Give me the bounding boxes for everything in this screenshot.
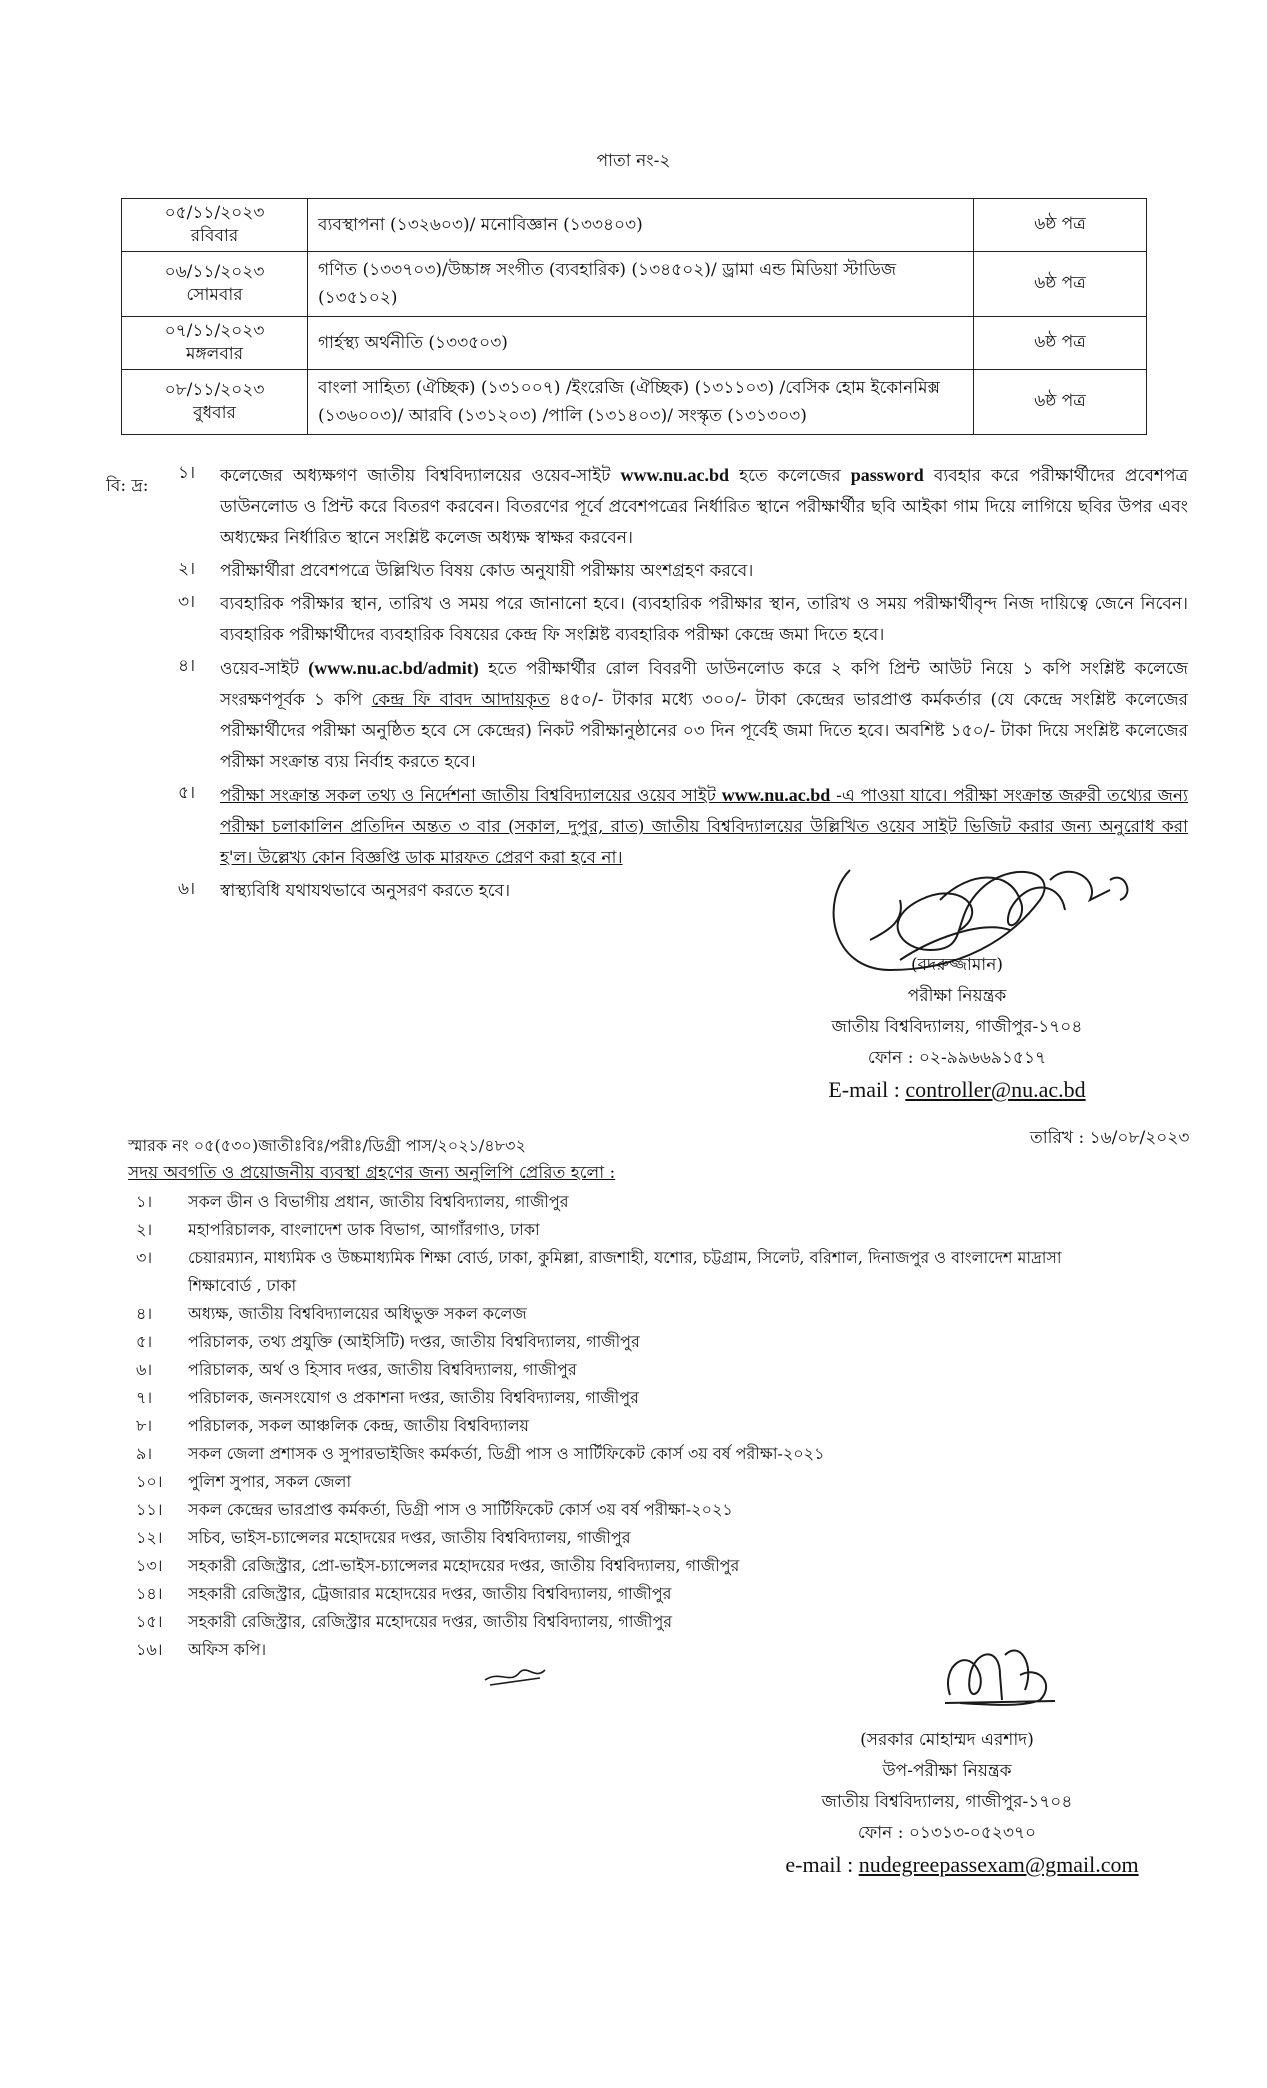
date-cell: ০৭/১১/২০২৩ মঙ্গলবার — [122, 317, 308, 370]
table-row — [122, 199, 1147, 252]
list-item: ২। পরীক্ষার্থীরা প্রবেশপত্রে উল্লিখিত বিষয় কোড অনুযায়ী পরীক্ষায় অংশগ্রহণ করবে। — [178, 559, 754, 581]
table-row — [122, 317, 1147, 370]
paper-cell: ৬ষ্ঠ পত্র — [974, 199, 1147, 252]
admit-link[interactable]: (www.nu.ac.bd/admit) — [308, 658, 479, 678]
website-link[interactable]: www.nu.ac.bd — [620, 465, 730, 485]
list-item: ৭। পরিচালক, জনসংযোগ ও প্রকাশনা দপ্তর, জাতীয় বিশ্ববিদ্যালয়, গাজীপুর — [136, 1388, 639, 1407]
list-item: ৮। পরিচালক, সকল আঞ্চলিক কেন্দ্র, জাতীয় বিশ্ববিদ্যালয় — [136, 1416, 529, 1435]
signatory-phone: ফোন : ০২-৯৯৬৬৯১৫১৭ — [867, 1048, 1047, 1068]
paper-cell: ৬ষ্ঠ পত্র — [974, 317, 1147, 370]
list-item: ১। সকল ডীন ও বিভাগীয় প্রধান, জাতীয় বিশ্ববিদ্যালয়, গাজীপুর — [136, 1192, 569, 1211]
subjects-cell: গণিত (১৩৩৭০৩)/উচ্চাঙ্গ সংগীত (ব্যবহারিক) (১৩৪৫০২)/ ড্রামা এন্ড মিডিয়া স্টাডিজ (১৩৫১০২) — [308, 252, 974, 317]
notes-label: বি: দ্র: — [106, 476, 149, 496]
date-cell: ০৮/১১/২০২৩ বুধবার — [122, 370, 308, 435]
paper-cell: ৬ষ্ঠ পত্র — [974, 370, 1147, 435]
list-item: ৩। ব্যবহারিক পরীক্ষার স্থান, তারিখ ও সময় পরে জানানো হবে। (ব্যবহারিক পরীক্ষার স্থান, তারিখ ও সময় পরীক্ষার্থীবৃন্দ নিজ দায়িত্বে জেনে নিবেন। ব্যবহারিক পরীক্ষার্থীদের ব্যবহারিক বিষয়ের কেন্দ্র ফি সংশ্লিষ্ট ব্যবহারিক পরীক্ষা কেন্দ্রে জমা দিতে হবে। — [178, 592, 1188, 645]
paper-cell: ৬ষ্ঠ পত্র — [974, 252, 1147, 317]
list-item: ৯। সকল জেলা প্রশাসক ও সুপারভাইজিং কর্মকর্তা, ডিগ্রী পাস ও সার্টিফিকেট কোর্স ৩য় বর্ষ পরীক্ষা-২০২১ — [136, 1444, 825, 1463]
signatory-designation: উপ-পরীক্ষা নিয়ন্ত্রক — [882, 1761, 1012, 1781]
initials-scribble — [480, 1660, 550, 1690]
signatory-block: (সরকার মোহাম্মদ এরশাদ) উপ-পরীক্ষা নিয়ন্ত্রক জাতীয় বিশ্ববিদ্যালয়, গাজীপুর-১৭০৪ ফোন : ০১৩১৩-০৫২৩৭০ e-mail : nudegreepassexam@gmail.com — [777, 1725, 1117, 1880]
list-item: ১৬। অফিস কপি। — [136, 1640, 267, 1659]
list-item: ১৩। সহকারী রেজিস্ট্রার, প্রো-ভাইস-চ্যান্সেলর মহোদয়ের দপ্তর, জাতীয় বিশ্ববিদ্যালয়, গাজীপুর — [136, 1556, 740, 1575]
date-cell: ০৫/১১/২০২৩ রবিবার — [122, 199, 308, 252]
subjects-cell: ব্যবস্থাপনা (১৩২৬০৩)/ মনোবিজ্ঞান (১৩৩৪০৩) — [308, 199, 974, 252]
page-number: পাতা নং-২ — [596, 151, 671, 171]
distribution-heading: সদয় অবগতি ও প্রয়োজনীয় ব্যবস্থা গ্রহণের জন্য অনুলিপি প্রেরিত হলো : — [128, 1163, 616, 1183]
list-item: ৫। পরীক্ষা সংক্রান্ত সকল তথ্য ও নির্দেশনা জাতীয় বিশ্ববিদ্যালয়ের ওয়েব সাইট www.nu.ac.bd -এ পাওয়া যাবে। পরীক্ষা সংক্রান্ত জরুরী তথ্যের জন্য পরীক্ষা চলাকালিন প্রতিদিন অন্তত ৩ বার (সকাল, দুপুর, রাত) জাতীয় বিশ্ববিদ্যালয়ের উল্লিখিত ওয়েব সাইট ভিজিট করার জন্য অনুরোধ করা হ'ল। উল্লেখ্য কোন বিজ্ঞপ্তি ডাক মারফত প্রেরণ করা হবে না। — [178, 783, 1188, 868]
deputy-controller-signature — [930, 1635, 1070, 1715]
signatory-org: জাতীয় বিশ্ববিদ্যালয়, গাজীপুর-১৭০৪ — [831, 1017, 1083, 1037]
list-item: ৩। চেয়ারম্যান, মাধ্যমিক ও উচ্চমাধ্যমিক শিক্ষা বোর্ড, ঢাকা, কুমিল্লা, রাজশাহী, যশোর, চট্টগ্রাম, সিলেট, বরিশাল, দিনাজপুর ও বাংলাদেশ মাদ্রাসা শিক্ষাবোর্ড , ঢাকা — [136, 1248, 1062, 1295]
memo-date: তারিখ : ১৬/০৮/২০২৩ — [1030, 1128, 1190, 1148]
table-row — [122, 252, 1147, 317]
subjects-cell: গার্হস্থ্য অর্থনীতি (১৩৩৫০৩) — [308, 317, 974, 370]
distribution-list — [136, 1188, 1136, 1664]
list-item: ৬। পরিচালক, অর্থ ও হিসাব দপ্তর, জাতীয় বিশ্ববিদ্যালয়, গাজীপুর — [136, 1360, 577, 1379]
list-item: ৫। পরিচালক, তথ্য প্রযুক্তি (আইসিটি) দপ্তর, জাতীয় বিশ্ববিদ্যালয়, গাজীপুর — [136, 1332, 640, 1351]
list-item: ১২। সচিব, ভাইস-চ্যান্সেলর মহোদয়ের দপ্তর, জাতীয় বিশ্ববিদ্যালয়, গাজীপুর — [136, 1528, 631, 1547]
list-item: ১০। পুলিশ সুপার, সকল জেলা — [136, 1472, 352, 1491]
list-item: ২। মহাপরিচালক, বাংলাদেশ ডাক বিভাগ, আগাঁরগাও, ঢাকা — [136, 1220, 540, 1239]
list-item: ১৫। সহকারী রেজিস্ট্রার, রেজিস্ট্রার মহোদয়ের দপ্তর, জাতীয় বিশ্ববিদ্যালয়, গাজীপুর — [136, 1612, 673, 1631]
signatory-block: (বদরুজ্জামান) পরীক্ষা নিয়ন্ত্রক জাতীয় বিশ্ববিদ্যালয়, গাজীপুর-১৭০৪ ফোন : ০২-৯৯৬৬৯১৫১৭ E-mail : controller@nu.ac.bd — [797, 950, 1117, 1105]
date-cell: ০৬/১১/২০২৩ সোমবার — [122, 252, 308, 317]
email-link[interactable]: nudegreepassexam@gmail.com — [858, 1852, 1139, 1877]
subjects-cell: বাংলা সাহিত্য (ঐচ্ছিক) (১৩১০০৭) /ইংরেজি (ঐচ্ছিক) (১৩১১০৩) /বেসিক হোম ইকোনমিক্স (১৩৬০০৩)/ আরবি (১৩১২০৩) /পালি (১৩১৪০৩)/ সংস্কৃত (১৩১৩০৩) — [308, 370, 974, 435]
list-item: ১৪। সহকারী রেজিস্ট্রার, ট্রেজারার মহোদয়ের দপ্তর, জাতীয় বিশ্ববিদ্যালয়, গাজীপুর — [136, 1584, 672, 1603]
list-item: ৪। অধ্যক্ষ, জাতীয় বিশ্ববিদ্যালয়ের অধিভুক্ত সকল কলেজ — [136, 1304, 527, 1323]
memo-number: স্মারক নং ০৫(৫৩০)জাতীঃবিঃ/পরীঃ/ডিগ্রী পাস/২০২১/৪৮৩২ — [128, 1136, 526, 1155]
signatory-name: (বদরুজ্জামান) — [911, 955, 1003, 975]
signatory-phone: ফোন : ০১৩১৩-০৫২৩৭০ — [857, 1823, 1037, 1843]
list-item: ৪। ওয়েব-সাইট (www.nu.ac.bd/admit) হতে পরীক্ষার্থীর রোল বিবরণী ডাউনলোড করে ২ কপি প্রিন্ট আউট নিয়ে ১ কপি সংশ্লিষ্ট কলেজে সংরক্ষণপূর্বক ১ কপি কেন্দ্র ফি বাবদ আদায়কৃত ৪৫০/- টাকার মধ্যে ৩০০/- টাকা কেন্দ্রের ভারপ্রাপ্ত কর্মকর্তার (যে কেন্দ্রে সংশ্লিষ্ট কলেজের পরীক্ষার্থীদের পরীক্ষা অনুষ্ঠিত হবে সে কেন্দ্রের) নিকট পরীক্ষানুষ্ঠানের ০৩ দিন পূর্বেই জমা দিতে হবে। অবশিষ্ট ১৫০/- টাকা দিয়ে সংশ্লিষ্ট কলেজের পরীক্ষা সংক্রান্ত ব্যয় নির্বাহ করতে হবে। — [178, 656, 1189, 772]
signatory-designation: পরীক্ষা নিয়ন্ত্রক — [907, 986, 1007, 1006]
website-link[interactable]: www.nu.ac.bd — [721, 785, 831, 805]
table-row — [122, 370, 1147, 435]
signatory-name: (সরকার মোহাম্মদ এরশাদ) — [860, 1730, 1034, 1750]
email-link[interactable]: controller@nu.ac.bd — [905, 1077, 1086, 1102]
list-item: ১। কলেজের অধ্যক্ষগণ জাতীয় বিশ্ববিদ্যালয়ের ওয়েব-সাইট www.nu.ac.bd হতে কলেজের password ব্যবহার করে পরীক্ষার্থীদের প্রবেশপত্র ডাউনলোড ও প্রিন্ট করে বিতরণ করবেন। বিতরণের পূর্বে প্রবেশপত্রের নির্ধারিত স্থানে পরীক্ষার্থীর ছবি আইকা গাম দিয়ে লাগিয়ে ছবির উপর এবং অধ্যক্ষের নির্ধারিত স্থানে সংশ্লিষ্ট কলেজ অধ্যক্ষ স্বাক্ষর করবেন। — [178, 463, 1188, 548]
list-item: ৬। স্বাস্থ্যবিধি যথাযথভাবে অনুসরণ করতে হবে। — [178, 879, 511, 901]
exam-schedule-table — [121, 198, 1147, 435]
list-item: ১১। সকল কেন্দ্রের ভারপ্রাপ্ত কর্মকর্তা, ডিগ্রী পাস ও সার্টিফিকেট কোর্স ৩য় বর্ষ পরীক্ষা-২০২১ — [136, 1500, 733, 1519]
signatory-org: জাতীয় বিশ্ববিদ্যালয়, গাজীপুর-১৭০৪ — [821, 1792, 1073, 1812]
